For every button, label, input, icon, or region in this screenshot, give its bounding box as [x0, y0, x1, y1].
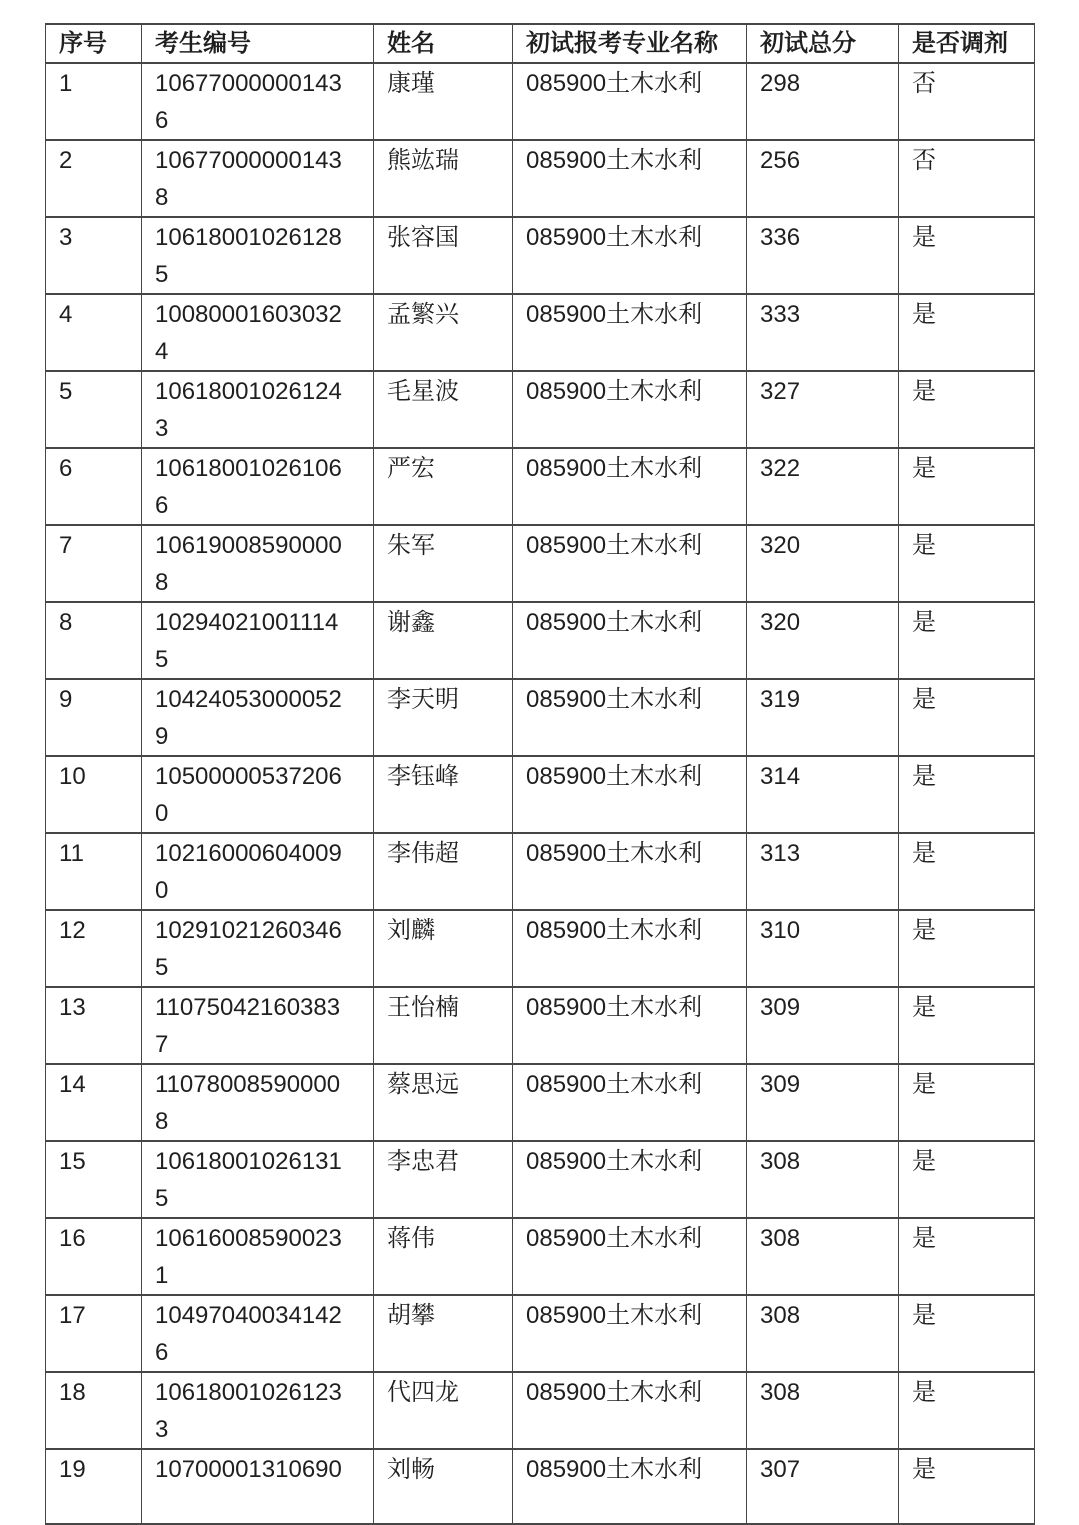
table-row: [46, 371, 1035, 448]
table-row: [46, 756, 1035, 833]
candidate-number: 104970400341426: [155, 1302, 342, 1366]
table-row: [46, 833, 1035, 910]
candidate-number: 105000005372060: [155, 763, 342, 827]
candidate-name: 朱军: [374, 525, 513, 602]
admission-results-table: [45, 23, 1035, 1525]
adjusted-flag: 是: [899, 987, 1035, 1064]
adjusted-flag: 否: [899, 63, 1035, 140]
table-row: [46, 910, 1035, 987]
row-no: 9: [46, 679, 142, 756]
cell-candidate-id: [142, 525, 374, 602]
candidate-number: 102160006040090: [155, 840, 342, 904]
table-row: [46, 1295, 1035, 1372]
candidate-name: 刘麟: [374, 910, 513, 987]
major-name: 085900土木水利: [513, 371, 747, 448]
header-name: 姓名: [374, 24, 513, 63]
row-no: 8: [46, 602, 142, 679]
cell-candidate-id: [142, 217, 374, 294]
header-major: 初试报考专业名称: [513, 24, 747, 63]
row-no: 12: [46, 910, 142, 987]
adjusted-flag: 是: [899, 1449, 1035, 1524]
row-no: 7: [46, 525, 142, 602]
candidate-name: 毛星波: [374, 371, 513, 448]
row-no: 17: [46, 1295, 142, 1372]
cell-candidate-id: [142, 371, 374, 448]
candidate-name: 蔡思远: [374, 1064, 513, 1141]
total-score: 308: [747, 1372, 899, 1449]
candidate-number: 102940210011145: [155, 609, 339, 673]
candidate-number: 106180010261315: [155, 1148, 342, 1212]
adjusted-flag: 是: [899, 1295, 1035, 1372]
adjusted-flag: 是: [899, 756, 1035, 833]
cell-candidate-id: [142, 1295, 374, 1372]
major-name: 085900土木水利: [513, 987, 747, 1064]
table-row: [46, 1372, 1035, 1449]
table-row: [46, 1141, 1035, 1218]
candidate-number: 106190085900008: [155, 532, 342, 596]
row-no: 13: [46, 987, 142, 1064]
total-score: 307: [747, 1449, 899, 1524]
candidate-name: 李忠君: [374, 1141, 513, 1218]
table-body: [46, 63, 1035, 1524]
header-no: 序号: [46, 24, 142, 63]
total-score: 298: [747, 63, 899, 140]
table-row: [46, 140, 1035, 217]
adjusted-flag: 是: [899, 371, 1035, 448]
major-name: 085900土木水利: [513, 1064, 747, 1141]
total-score: 313: [747, 833, 899, 910]
total-score: 319: [747, 679, 899, 756]
candidate-number: 106770000001436: [155, 70, 342, 134]
major-name: 085900土木水利: [513, 63, 747, 140]
major-name: 085900土木水利: [513, 833, 747, 910]
table-row: [46, 679, 1035, 756]
total-score: 308: [747, 1141, 899, 1218]
document-page: [45, 23, 1035, 1525]
header-candidate-id: 考生编号: [142, 24, 374, 63]
candidate-number: 106770000001438: [155, 147, 342, 211]
header-adjusted: 是否调剂: [899, 24, 1035, 63]
total-score: 322: [747, 448, 899, 525]
table-row: [46, 1064, 1035, 1141]
adjusted-flag: 是: [899, 525, 1035, 602]
candidate-name: 蒋伟: [374, 1218, 513, 1295]
total-score: 309: [747, 987, 899, 1064]
cell-candidate-id: [142, 987, 374, 1064]
total-score: 309: [747, 1064, 899, 1141]
candidate-name: 孟繁兴: [374, 294, 513, 371]
cell-candidate-id: [142, 833, 374, 910]
major-name: 085900土木水利: [513, 1372, 747, 1449]
candidate-name: 李伟超: [374, 833, 513, 910]
row-no: 2: [46, 140, 142, 217]
table-row: [46, 294, 1035, 371]
cell-candidate-id: [142, 910, 374, 987]
row-no: 11: [46, 833, 142, 910]
cell-candidate-id: [142, 448, 374, 525]
table-row: [46, 63, 1035, 140]
adjusted-flag: 是: [899, 679, 1035, 756]
adjusted-flag: 是: [899, 602, 1035, 679]
table-row: [46, 217, 1035, 294]
candidate-number: 104240530000529: [155, 686, 342, 750]
row-no: 15: [46, 1141, 142, 1218]
row-no: 6: [46, 448, 142, 525]
major-name: 085900土木水利: [513, 1141, 747, 1218]
row-no: 16: [46, 1218, 142, 1295]
candidate-name: 李天明: [374, 679, 513, 756]
row-no: 3: [46, 217, 142, 294]
adjusted-flag: 是: [899, 1141, 1035, 1218]
total-score: 320: [747, 525, 899, 602]
cell-candidate-id: [142, 1141, 374, 1218]
major-name: 085900土木水利: [513, 217, 747, 294]
candidate-number: 100800016030324: [155, 301, 342, 365]
cell-candidate-id: [142, 294, 374, 371]
major-name: 085900土木水利: [513, 525, 747, 602]
major-name: 085900土木水利: [513, 602, 747, 679]
row-no: 18: [46, 1372, 142, 1449]
candidate-number: 106180010261285: [155, 224, 342, 288]
adjusted-flag: 是: [899, 448, 1035, 525]
cell-candidate-id: [142, 679, 374, 756]
table-row: [46, 1449, 1035, 1524]
row-no: 14: [46, 1064, 142, 1141]
table-row: [46, 602, 1035, 679]
major-name: 085900土木水利: [513, 294, 747, 371]
candidate-name: 熊竑瑞: [374, 140, 513, 217]
total-score: 308: [747, 1295, 899, 1372]
adjusted-flag: 是: [899, 1064, 1035, 1141]
candidate-number: 10700001310690: [155, 1456, 342, 1483]
candidate-name: 张容国: [374, 217, 513, 294]
total-score: 314: [747, 756, 899, 833]
table-row: [46, 1218, 1035, 1295]
candidate-name: 严宏: [374, 448, 513, 525]
total-score: 308: [747, 1218, 899, 1295]
adjusted-flag: 是: [899, 833, 1035, 910]
major-name: 085900土木水利: [513, 448, 747, 525]
major-name: 085900土木水利: [513, 756, 747, 833]
major-name: 085900土木水利: [513, 1449, 747, 1524]
candidate-name: 胡攀: [374, 1295, 513, 1372]
candidate-name: 刘畅: [374, 1449, 513, 1524]
candidate-number: 106160085900231: [155, 1225, 342, 1289]
adjusted-flag: 是: [899, 294, 1035, 371]
row-no: 4: [46, 294, 142, 371]
total-score: 256: [747, 140, 899, 217]
table-row: [46, 525, 1035, 602]
cell-candidate-id: [142, 756, 374, 833]
candidate-name: 李钰峰: [374, 756, 513, 833]
candidate-name: 王怡楠: [374, 987, 513, 1064]
candidate-number: 110780085900008: [155, 1071, 341, 1135]
total-score: 310: [747, 910, 899, 987]
candidate-name: 康瑾: [374, 63, 513, 140]
cell-candidate-id: [142, 1218, 374, 1295]
row-no: 5: [46, 371, 142, 448]
row-no: 10: [46, 756, 142, 833]
candidate-name: 谢鑫: [374, 602, 513, 679]
row-no: 19: [46, 1449, 142, 1524]
row-no: 1: [46, 63, 142, 140]
total-score: 336: [747, 217, 899, 294]
cell-candidate-id: [142, 602, 374, 679]
candidate-number: 102910212603465: [155, 917, 342, 981]
candidate-name: 代四龙: [374, 1372, 513, 1449]
adjusted-flag: 是: [899, 910, 1035, 987]
adjusted-flag: 是: [899, 1218, 1035, 1295]
major-name: 085900土木水利: [513, 1218, 747, 1295]
table-row: [46, 448, 1035, 525]
major-name: 085900土木水利: [513, 910, 747, 987]
cell-candidate-id: [142, 1064, 374, 1141]
major-name: 085900土木水利: [513, 679, 747, 756]
candidate-number: 106180010261233: [155, 1379, 342, 1443]
major-name: 085900土木水利: [513, 140, 747, 217]
cell-candidate-id: [142, 1372, 374, 1449]
candidate-number: 106180010261066: [155, 455, 342, 519]
adjusted-flag: 是: [899, 217, 1035, 294]
header-score: 初试总分: [747, 24, 899, 63]
cell-candidate-id: [142, 1449, 374, 1524]
total-score: 327: [747, 371, 899, 448]
total-score: 320: [747, 602, 899, 679]
adjusted-flag: 是: [899, 1372, 1035, 1449]
header-row: [46, 24, 1035, 63]
adjusted-flag: 否: [899, 140, 1035, 217]
total-score: 333: [747, 294, 899, 371]
cell-candidate-id: [142, 63, 374, 140]
major-name: 085900土木水利: [513, 1295, 747, 1372]
candidate-number: 110750421603837: [155, 994, 341, 1058]
cell-candidate-id: [142, 140, 374, 217]
table-row: [46, 987, 1035, 1064]
candidate-number: 106180010261243: [155, 378, 342, 442]
